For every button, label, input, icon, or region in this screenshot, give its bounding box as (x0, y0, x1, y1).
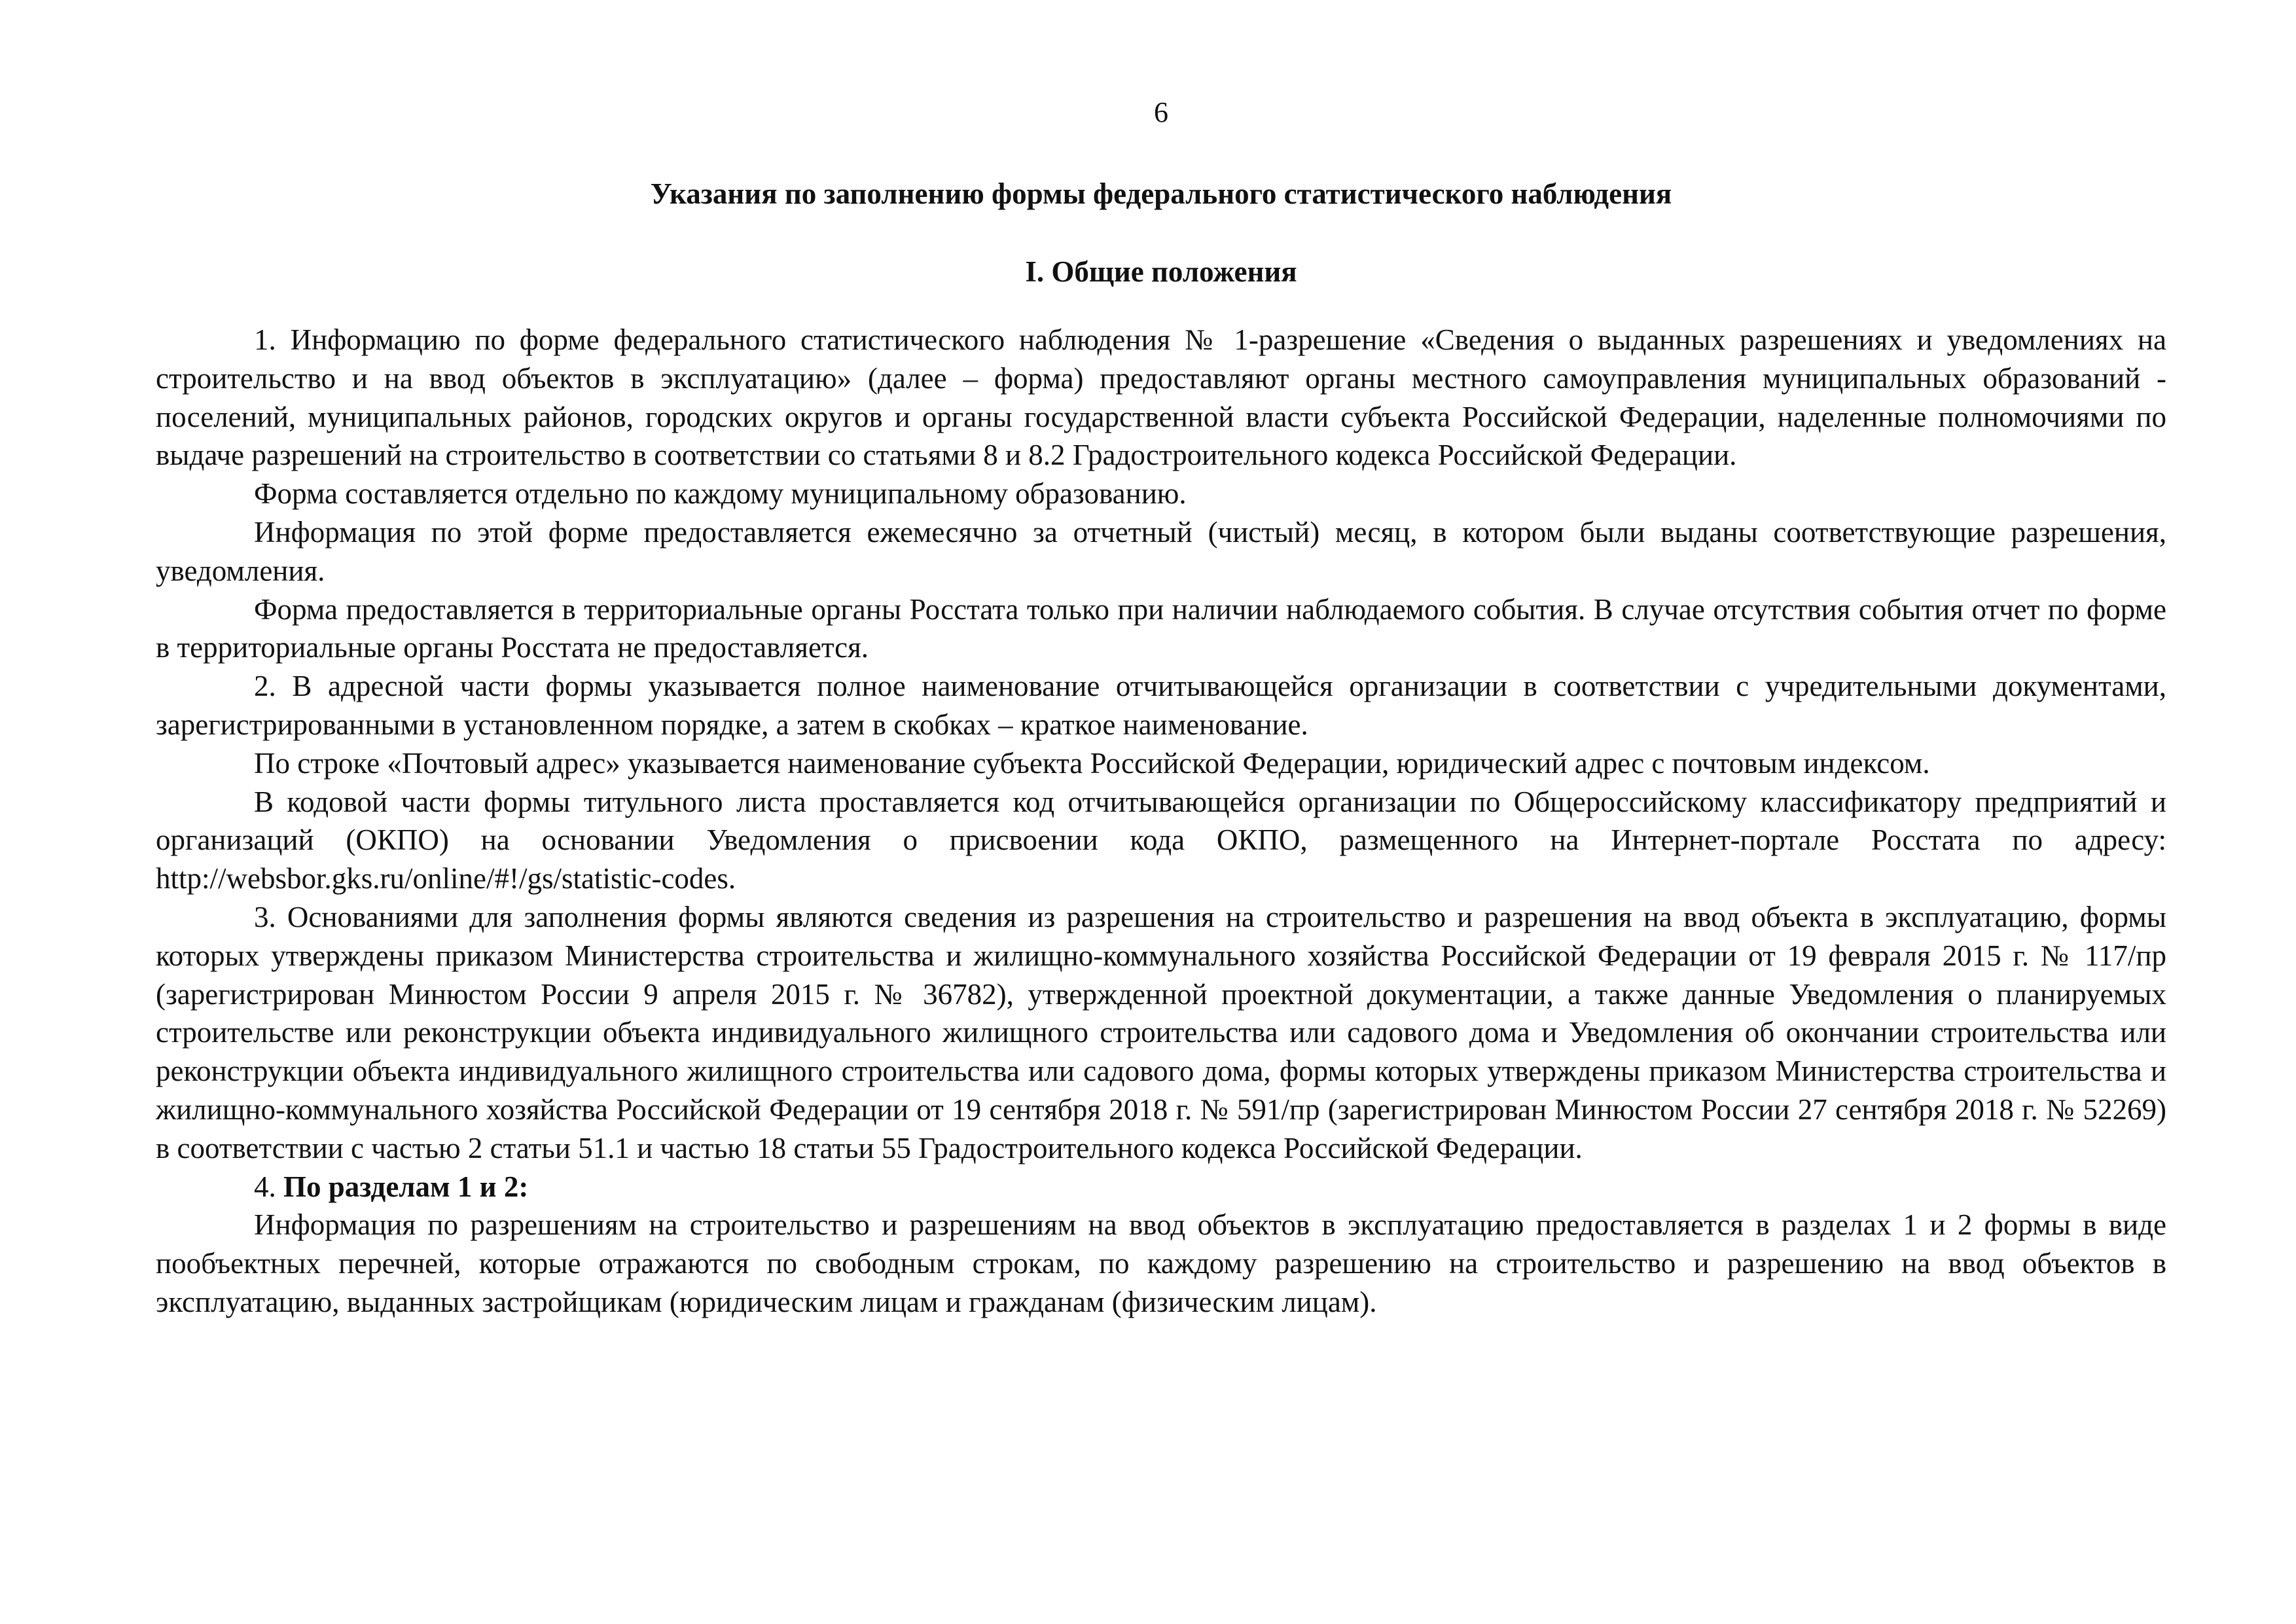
paragraph-8: 3. Основаниями для заполнения формы являются сведения из разрешения на строительство и разрешения на ввод объекта в эксплуатацию, формы которых утверждены приказом Министерства строительства и жилищно-коммунального хозяйства Российской Федерации от 19 февраля 2015 г. № 117/пр (зарегистрирован Минюстом России 9 апреля 2015 г. № 36782), утвержденной проектной документации, а также данные Уведомления о планируемых строительстве или реконструкции объекта индивидуального жилищного строительства или садового дома и Уведомления об окончании строительства или реконструкции объекта индивидуального жилищного строительства или садового дома, формы которых утверждены приказом Министерства строительства и жилищно-коммунального хозяйства Российской Федерации от 19 сентября 2018 г. № 591/пр (зарегистрирован Минюстом России 27 сентября 2018 г. № 52269) в соответствии с частью 2 статьи 51.1 и частью 18 статьи 55 Градостроительного кодекса Российской Федерации. (156, 900, 2166, 1164)
paragraph-3: Информация по этой форме предоставляется ежемесячно за отчетный (чистый) месяц, в котором были выданы соответствующие разрешения, уведомления. (156, 515, 2166, 587)
paragraph-6: По строке «Почтовый адрес» указывается наименование субъекта Российской Федерации, юридический адрес с почтовым индексом. (254, 746, 1930, 780)
item-4-number: 4. (254, 1170, 283, 1203)
paragraph-1: 1. Информацию по форме федерального статистического наблюдения № 1-разрешение «Сведения о выданных разрешениях и уведомлениях на строительство и на ввод объектов в эксплуатацию» (далее – форма) предоставляют органы местного самоуправления муниципальных образований - поселений, муниципальных районов, городских округов и органы государственной власти субъекта Российской Федерации, наделенные полномочиями по выдаче разрешений на строительство в соответствии со статьями 8 и 8.2 Градостроительного кодекса Российской Федерации. (156, 323, 2166, 472)
page-number: 6 (1154, 96, 1168, 128)
document-page (156, 98, 2166, 1322)
item-4-title: По разделам 1 и 2: (283, 1170, 529, 1203)
section-heading: I. Общие положения (1025, 255, 1297, 288)
paragraph-7: В кодовой части формы титульного листа проставляется код отчитывающейся организации по Общероссийскому классификатору предприятий и организаций (ОКПО) на основании Уведомления о присвоении кода ОКПО, размещенного на Интернет-портале Росстата по адресу: http://websbor.gks.ru/online/#!/gs/statistic-codes. (156, 785, 2166, 895)
paragraph-2: Форма составляется отдельно по каждому муниципальному образованию. (254, 477, 1187, 511)
paragraph-5: 2. В адресной части формы указывается полное наименование отчитывающейся организации в соответствии с учредительными документами, зарегистрированными в установленном порядке, а затем в скобках – краткое наименование. (156, 670, 2166, 741)
item-4-heading (156, 1168, 2166, 1206)
paragraph-4: Форма предоставляется в территориальные органы Росстата только при наличии наблюдаемого события. В случае отсутствия события отчет по форме в территориальные органы Росстата не предоставляется. (156, 592, 2166, 664)
document-title: Указания по заполнению формы федерального статистического наблюдения (650, 177, 1672, 210)
paragraph-last: Информация по разрешениям на строительство и разрешениям на ввод объектов в эксплуатацию предоставляется в разделах 1 и 2 формы в виде пообъектных перечней, которые отражаются по свободным строкам, по каждому разрешению на строительство и разрешению на ввод объектов в эксплуатацию, выданных застройщикам (юридическим лицам и гражданам (физическим лицам). (156, 1208, 2166, 1318)
